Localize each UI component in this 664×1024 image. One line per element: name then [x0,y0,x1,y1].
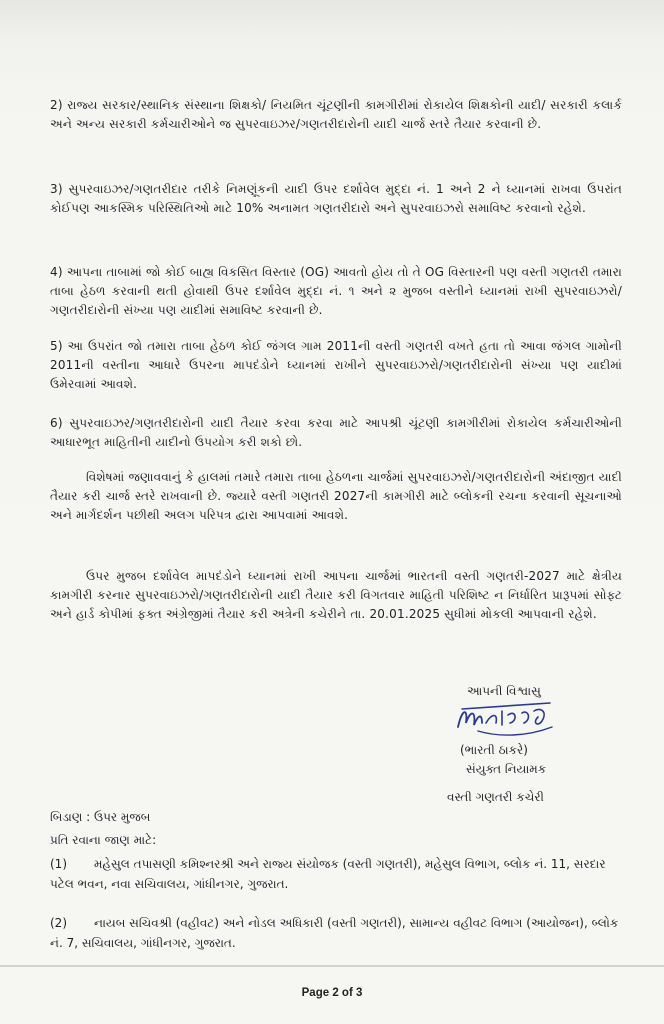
page-divider [0,965,664,967]
page-number: Page 2 of 3 [301,987,363,999]
copy-to-heading: પ્રતિ રવાના જાણ માટે: [50,833,157,847]
signatory-office: વસ્તી ગણતરી કચેરી [447,790,544,804]
signature-text: ભારતીઠાકરે [456,735,479,741]
paragraph-3: 3) સુપરવાઇઝર/ગણતરીદાર તરીકે નિમણૂંકની યાદી ઉપર દર્શાવેલ મુદ્દા નં. 1 અને 2 ને ધ્યાનમાં રાખવા ઉપરાંત કોઈપણ આકસ્મિક પરિસ્થિતિઓ માટે 10% અનામત ગણતરીદારો અને સુપરવાઇઝરો સમાવિષ્ટ કરવાનો રહેશે. [50,182,622,215]
recipient-2-number: (2) [50,916,67,930]
recipient-1-number: (1) [50,857,67,871]
paragraph-4: 4) આપના તાબામાં જો કોઈ બાહ્ય વિકસિત વિસ્તાર (OG) આવતો હોય તો તે OG વિસ્તારની પણ વસ્તી ગણતરી તમારા તાબા હેઠળ કરવાની થતી હોવાથી ઉપર દર્શાવેલ મુદ્દા નં. ૧ અને ૨ મુજબ વસ્તીને ધ્યાનમાં રાખી સુપરવાઇઝરો/ગણતરીદારોની સંખ્યા પણ યાદીમાં સમાવિષ્ટ કરવાની છે. [50,265,622,317]
recipient-1 [50,854,622,894]
paragraph-special: વિશેષમાં જણાવવાનું કે હાલમાં તમારે તમારા તાબા હેઠળના ચાર્જમાં સુપરવાઇઝરો/ગણતરીદારોની અંદાજીત યાદી તૈયાર કરી ચાર્જ સ્તરે રાખવાની છે. જ્યારે વસ્તી ગણતરી 2027ની કામગીરી માટે બ્લોકની રચના કરવાની સૂચનાઓ અને માર્ગદર્શન પછીથી અલગ પરિપત્ર દ્વારા આપવામાં આવશે. [50,470,622,522]
recipient-1-text: મહેસુલ તપાસણી કમિશ્નરશ્રી અને રાજ્ય સંયોજક (વસ્તી ગણતરી), મહેસુલ વિભાગ, બ્લોક નં. 11, સરદાર પટેલ ભવન, નવા સચિવાલય, ગાંધીનગર, ગુજરાત. [50,857,606,891]
handwritten-signature [452,697,560,741]
paragraph-5: 5) આ ઉપરાંત જો તમારા તાબા હેઠળ કોઈ જંગલ ગામ 2011ની વસ્તી ગણતરી વખતે હતા તો આવા જંગલ ગામોની 2011ની વસ્તીના આધારે ઉપરના માપદંડોને ધ્યાનમાં રાખીને સુપરવાઇઝરો/ગણતરીદારોની સંખ્યા પણ યાદીમાં ઉમેરવામાં આવશે. [50,339,622,391]
sign-off-yours: આપની વિશ્વાસુ [467,684,541,698]
paragraph-2: 2) રાજ્ય સરકાર/સ્થાનિક સંસ્થાના શિક્ષકો/ નિયમિત ચૂંટણીની કામગીરીમાં રોકાયેલ શિક્ષકોની યાદી/ સરકારી કલાર્ક અને અન્ય સરકારી કર્મચારીઓને જ સુપરવાઇઝર/ગણતરીદારોની યાદી ચાર્જ સ્તરે તૈયાર કરવાની છે. [50,98,622,131]
signatory-name: (ભારતી ઠાકરે) [460,743,528,757]
paragraph-6: 6) સુપરવાઇઝર/ગણતરીદારોની યાદી તૈયાર કરવા કરવા માટે આપશ્રી ચૂંટણી કામગીરીમાં રોકાયેલ કર્મચારીઓની આધારભૂત માહિતીની યાદીનો ઉપયોગ કરી શકો છો. [50,416,622,449]
recipient-2 [50,913,622,953]
paragraph-closing: ઉપર મુજબ દર્શાવેલ માપદંડોને ધ્યાનમાં રાખી આપના ચાર્જમાં ભારતની વસ્તી ગણતરી-2027 માટે ક્ષેત્રીય કામગીરી કરનાર સુપરવાઇઝરો/ગણતરીદારોની યાદી તૈયાર કરી વિગતવાર માહિતી પરિશિષ્ટ ન નિર્ધારિત પ્રારૂપમાં સોફ્ટ અને હાર્ડ કોપીમાં ફક્ત અંગ્રેજીમાં તૈયાર કરી અત્રેની કચેરીને તા. 20.01.2025 સુધીમાં મોકલી આપવાની રહેશે. [50,569,622,621]
signatory-designation: સંયુક્ત નિયામક [466,762,547,776]
enclosure-line: બિડાણ : ઉપર મુજબ [50,810,151,824]
recipient-2-text: નાયબ સચિવશ્રી (વહીવટ) અને નોડલ અધિકારી (વસ્તી ગણતરી), સામાન્ય વહીવટ વિભાગ (આયોજન), બ્લોક નં. 7, સચિવાલય, ગાંધીનગર, ગુજરાત. [50,916,619,950]
